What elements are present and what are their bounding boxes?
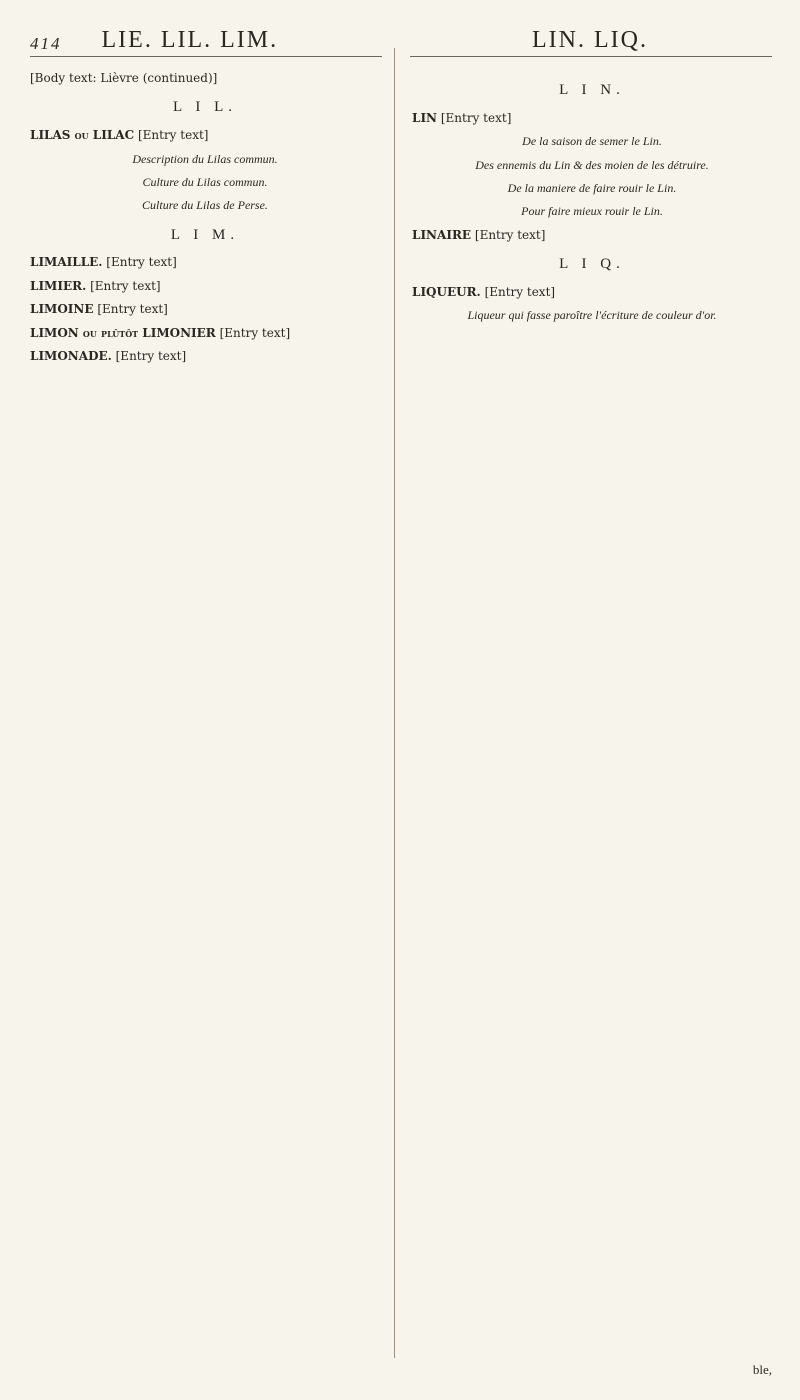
left-running-head: LIE. LIL. LIM.	[101, 27, 279, 53]
entry-text: [Entry text]	[484, 284, 556, 299]
left-header-rule	[30, 56, 382, 57]
entry-lemma: LIN	[412, 110, 438, 125]
left-header	[30, 14, 380, 54]
entry-lemma: LIMON ou plûtôt LIMONIER	[30, 325, 216, 340]
subheading: De la maniere de faire rouir le Lin.	[507, 180, 677, 195]
entry-limoine	[30, 301, 380, 318]
continued-entry-text: [Body text: Lièvre (continued)]	[30, 71, 218, 85]
entry-limaille	[30, 254, 380, 271]
entry-lemma: LIQUEUR.	[412, 284, 481, 299]
left-column	[30, 70, 380, 1370]
entry-text: [Entry text]	[440, 110, 512, 125]
subheading: Des ennemis du Lin & des moien de les détruire.	[475, 157, 709, 172]
right-header-rule	[410, 56, 772, 57]
page-number: 414	[30, 34, 62, 53]
subheading: Pour faire mieux rouir le Lin.	[521, 204, 663, 219]
entry-liqueur	[412, 284, 772, 301]
entry-text: [Entry text]	[106, 255, 177, 270]
entry-lemma: LIMOINE	[30, 302, 94, 317]
subheading: Culture du Lilas de Perse.	[142, 198, 268, 213]
column-divider	[394, 48, 395, 1358]
subheading: Liqueur qui fasse paroître l'écriture de couleur d'or.	[467, 308, 717, 323]
section-heading-lim: L I M.	[170, 226, 240, 243]
entry-lin	[412, 110, 772, 127]
entry-text: [Entry text]	[474, 227, 546, 242]
entry-lemma: LIMAILLE.	[30, 255, 103, 270]
catchword: ble,	[752, 1362, 772, 1377]
entry-limonade	[30, 348, 380, 365]
entry-lemma: LIMIER.	[30, 278, 87, 293]
subheading: Culture du Lilas commun.	[142, 174, 268, 189]
entry-text: [Entry text]	[97, 302, 168, 317]
entry-lilas	[30, 127, 380, 144]
subheading: De la saison de semer le Lin.	[522, 134, 662, 149]
entry-lemma: LINAIRE	[412, 227, 472, 242]
entry-lemma: LILAS ou LILAC	[30, 128, 135, 143]
entry-linaire	[412, 227, 772, 244]
entry-limon	[30, 325, 380, 342]
entry-text: [Entry text]	[137, 128, 209, 143]
section-heading-lil: L I L.	[172, 99, 237, 116]
right-column	[412, 70, 772, 1370]
entry-text: [Entry text]	[90, 278, 161, 293]
section-heading-liq: L I Q.	[559, 256, 625, 273]
entry-lemma: LIMONADE.	[30, 349, 112, 364]
right-running-head: LIN. LIQ.	[532, 27, 648, 53]
entry-text: [Entry text]	[115, 349, 187, 364]
section-heading-lin: L I N.	[559, 82, 625, 98]
entry-limier	[30, 278, 380, 295]
subheading: Description du Lilas commun.	[132, 151, 278, 166]
entry-text: [Entry text]	[219, 325, 291, 340]
right-header	[410, 14, 770, 54]
